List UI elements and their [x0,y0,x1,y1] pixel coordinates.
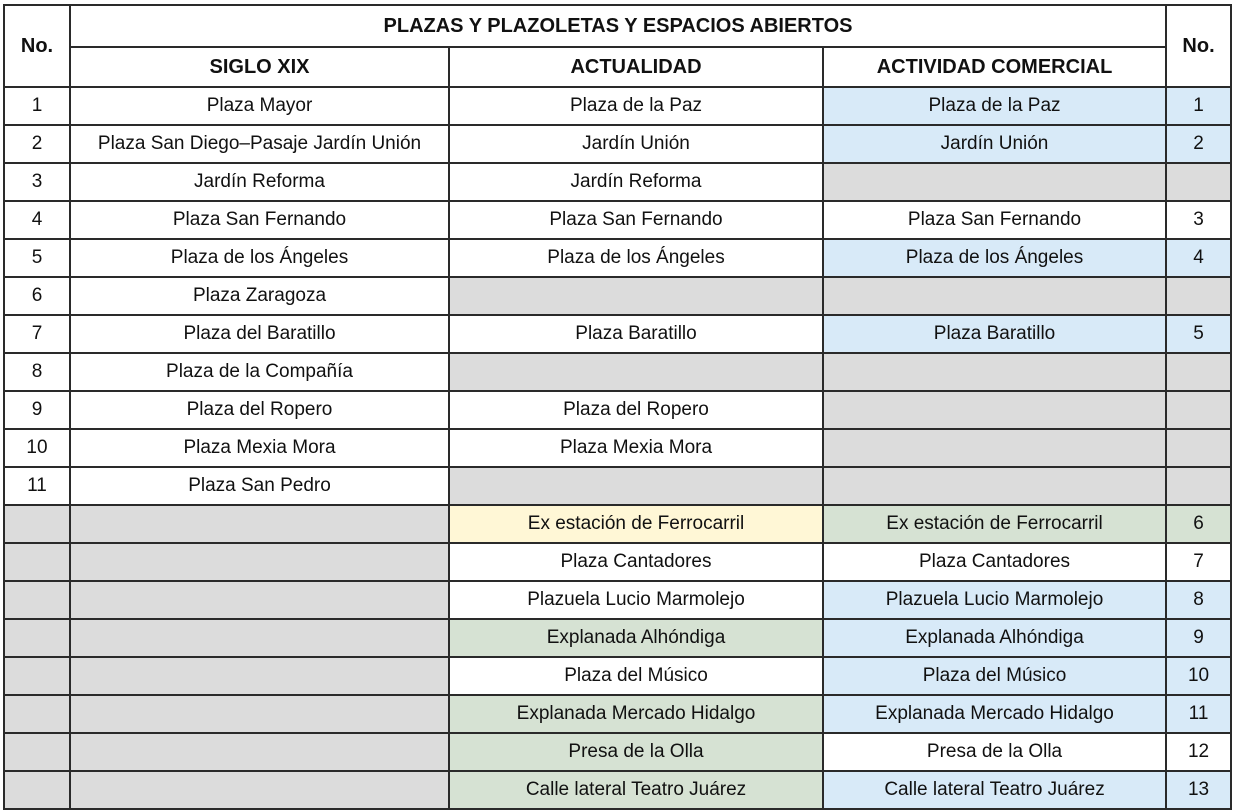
row-number-cell [4,733,70,771]
table-row [4,125,1231,163]
actualidad-cell: Plaza de los Ángeles [449,239,823,277]
actualidad-cell: Jardín Unión [449,125,823,163]
comercial-number-cell: 9 [1166,619,1231,657]
actividad-comercial-cell: Presa de la Olla [823,733,1166,771]
table-row [4,467,1231,505]
actualidad-cell [449,467,823,505]
siglo-xix-cell [70,695,449,733]
siglo-xix-cell: Plaza del Baratillo [70,315,449,353]
table-row [4,657,1231,695]
header-no-right: No. [1166,5,1231,87]
comercial-number-cell: 6 [1166,505,1231,543]
table-row [4,505,1231,543]
comercial-number-cell: 5 [1166,315,1231,353]
actividad-comercial-cell [823,429,1166,467]
table-row [4,87,1231,125]
row-number-cell: 5 [4,239,70,277]
siglo-xix-cell [70,581,449,619]
comercial-number-cell [1166,353,1231,391]
comercial-number-cell [1166,467,1231,505]
actividad-comercial-cell [823,277,1166,315]
comercial-number-cell [1166,391,1231,429]
actividad-comercial-cell [823,353,1166,391]
actualidad-cell: Explanada Mercado Hidalgo [449,695,823,733]
table-row [4,353,1231,391]
siglo-xix-cell [70,505,449,543]
actividad-comercial-cell [823,163,1166,201]
siglo-xix-cell: Plaza San Pedro [70,467,449,505]
actualidad-cell: Explanada Alhóndiga [449,619,823,657]
header-actualidad: ACTUALIDAD [449,47,823,87]
siglo-xix-cell: Plaza del Ropero [70,391,449,429]
siglo-xix-cell: Plaza de la Compañía [70,353,449,391]
header-row-top [4,5,1231,47]
table-title: PLAZAS Y PLAZOLETAS Y ESPACIOS ABIERTOS [70,5,1166,47]
actividad-comercial-cell: Plaza Cantadores [823,543,1166,581]
table-row [4,695,1231,733]
actualidad-cell: Plaza Baratillo [449,315,823,353]
actividad-comercial-cell: Calle lateral Teatro Juárez [823,771,1166,809]
row-number-cell: 6 [4,277,70,315]
actividad-comercial-cell: Jardín Unión [823,125,1166,163]
comercial-number-cell [1166,429,1231,467]
actividad-comercial-cell: Explanada Mercado Hidalgo [823,695,1166,733]
table-row [4,429,1231,467]
actividad-comercial-cell [823,467,1166,505]
table-row [4,581,1231,619]
actividad-comercial-cell [823,391,1166,429]
actividad-comercial-cell: Ex estación de Ferrocarril [823,505,1166,543]
actualidad-cell: Calle lateral Teatro Juárez [449,771,823,809]
actualidad-cell: Plaza San Fernando [449,201,823,239]
table-row [4,733,1231,771]
table-row [4,315,1231,353]
actividad-comercial-cell: Plaza Baratillo [823,315,1166,353]
header-no-left: No. [4,5,70,87]
table-row [4,619,1231,657]
comercial-number-cell [1166,163,1231,201]
row-number-cell: 10 [4,429,70,467]
actualidad-cell: Plazuela Lucio Marmolejo [449,581,823,619]
table-row [4,201,1231,239]
row-number-cell: 11 [4,467,70,505]
actualidad-cell: Ex estación de Ferrocarril [449,505,823,543]
siglo-xix-cell [70,733,449,771]
row-number-cell [4,619,70,657]
siglo-xix-cell [70,543,449,581]
actividad-comercial-cell: Plazuela Lucio Marmolejo [823,581,1166,619]
comercial-number-cell: 8 [1166,581,1231,619]
header-row-columns [4,47,1231,87]
row-number-cell: 9 [4,391,70,429]
row-number-cell [4,657,70,695]
siglo-xix-cell: Plaza de los Ángeles [70,239,449,277]
siglo-xix-cell: Plaza Zaragoza [70,277,449,315]
header-actividad-comercial: ACTIVIDAD COMERCIAL [823,47,1166,87]
row-number-cell [4,695,70,733]
siglo-xix-cell: Plaza Mayor [70,87,449,125]
actualidad-cell [449,353,823,391]
table-row [4,771,1231,809]
actualidad-cell: Plaza Cantadores [449,543,823,581]
row-number-cell: 8 [4,353,70,391]
actividad-comercial-cell: Plaza de la Paz [823,87,1166,125]
siglo-xix-cell [70,657,449,695]
row-number-cell: 3 [4,163,70,201]
table-row [4,163,1231,201]
row-number-cell [4,771,70,809]
row-number-cell: 7 [4,315,70,353]
row-number-cell: 2 [4,125,70,163]
actividad-comercial-cell: Plaza del Músico [823,657,1166,695]
actualidad-cell [449,277,823,315]
comercial-number-cell: 1 [1166,87,1231,125]
row-number-cell: 4 [4,201,70,239]
actualidad-cell: Plaza del Ropero [449,391,823,429]
row-number-cell [4,543,70,581]
comercial-number-cell: 7 [1166,543,1231,581]
siglo-xix-cell: Plaza Mexia Mora [70,429,449,467]
comercial-number-cell: 13 [1166,771,1231,809]
row-number-cell [4,505,70,543]
actualidad-cell: Jardín Reforma [449,163,823,201]
siglo-xix-cell [70,619,449,657]
siglo-xix-cell: Plaza San Diego–Pasaje Jardín Unión [70,125,449,163]
table-row [4,239,1231,277]
row-number-cell: 1 [4,87,70,125]
comercial-number-cell: 4 [1166,239,1231,277]
comercial-number-cell: 10 [1166,657,1231,695]
row-number-cell [4,581,70,619]
siglo-xix-cell: Plaza San Fernando [70,201,449,239]
table-row [4,391,1231,429]
actividad-comercial-cell: Plaza de los Ángeles [823,239,1166,277]
header-siglo-xix: SIGLO XIX [70,47,449,87]
actividad-comercial-cell: Plaza San Fernando [823,201,1166,239]
comercial-number-cell: 2 [1166,125,1231,163]
actualidad-cell: Plaza de la Paz [449,87,823,125]
comercial-number-cell: 11 [1166,695,1231,733]
table-row [4,277,1231,315]
comercial-number-cell [1166,277,1231,315]
siglo-xix-cell: Jardín Reforma [70,163,449,201]
actividad-comercial-cell: Explanada Alhóndiga [823,619,1166,657]
actualidad-cell: Presa de la Olla [449,733,823,771]
actualidad-cell: Plaza del Músico [449,657,823,695]
comercial-number-cell: 12 [1166,733,1231,771]
comercial-number-cell: 3 [1166,201,1231,239]
siglo-xix-cell [70,771,449,809]
actualidad-cell: Plaza Mexia Mora [449,429,823,467]
plazas-table [3,4,1232,810]
table-row [4,543,1231,581]
